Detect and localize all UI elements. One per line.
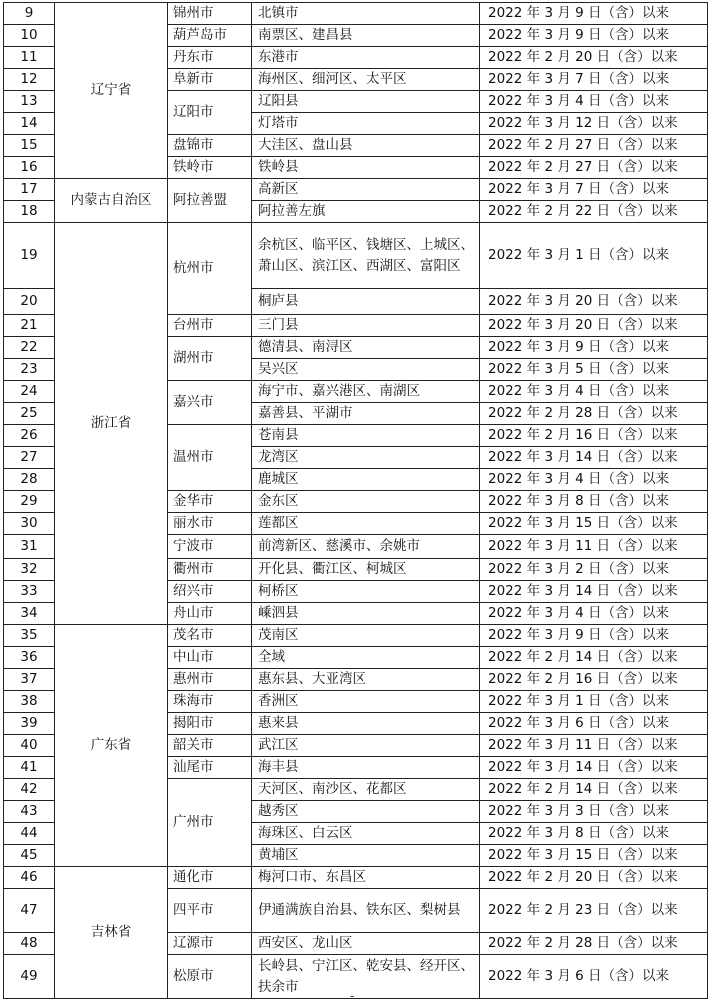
district-cell: 三门县: [252, 315, 480, 337]
row-number: 24: [4, 381, 55, 403]
district-cell: 全域: [252, 647, 480, 669]
date-cell: 2022 年 2 月 20 日（含）以来: [480, 867, 708, 889]
province-cell: 辽宁省: [55, 3, 168, 179]
row-number: 35: [4, 625, 55, 647]
district-cell: 鹿城区: [252, 469, 480, 491]
city-cell: 通化市: [168, 867, 252, 889]
date-cell: 2022 年 3 月 12 日（含）以来: [480, 113, 708, 135]
date-cell: 2022 年 3 月 8 日（含）以来: [480, 823, 708, 845]
district-cell: 越秀区: [252, 801, 480, 823]
date-cell: 2022 年 3 月 14 日（含）以来: [480, 581, 708, 603]
city-cell: 茂名市: [168, 625, 252, 647]
city-cell: 阜新市: [168, 69, 252, 91]
row-number: 25: [4, 403, 55, 425]
province-cell: 广东省: [55, 625, 168, 867]
date-cell: 2022 年 2 月 27 日（含）以来: [480, 157, 708, 179]
city-cell: 绍兴市: [168, 581, 252, 603]
district-cell: 海珠区、白云区: [252, 823, 480, 845]
city-cell: 湖州市: [168, 337, 252, 381]
date-cell: 2022 年 3 月 4 日（含）以来: [480, 91, 708, 113]
district-cell: 德清县、南浔区: [252, 337, 480, 359]
city-cell: 宁波市: [168, 535, 252, 559]
district-cell: 莲都区: [252, 513, 480, 535]
row-number: 21: [4, 315, 55, 337]
city-cell: 锦州市: [168, 3, 252, 25]
district-cell: 武江区: [252, 735, 480, 757]
province-cell: 内蒙古自治区: [55, 179, 168, 223]
district-cell: 嵊泗县: [252, 603, 480, 625]
row-number: 19: [4, 223, 55, 289]
district-cell: 高新区: [252, 179, 480, 201]
district-cell: 香洲区: [252, 691, 480, 713]
city-cell: 四平市: [168, 889, 252, 933]
city-cell: 盘锦市: [168, 135, 252, 157]
city-cell: 汕尾市: [168, 757, 252, 779]
province-cell: 吉林省: [55, 867, 168, 999]
date-cell: 2022 年 3 月 9 日（含）以来: [480, 25, 708, 47]
row-number: 49: [4, 955, 55, 999]
city-cell: 衢州市: [168, 559, 252, 581]
row-number: 13: [4, 91, 55, 113]
row-number: 10: [4, 25, 55, 47]
date-cell: 2022 年 3 月 9 日（含）以来: [480, 3, 708, 25]
city-cell: 辽源市: [168, 933, 252, 955]
district-cell: 天河区、南沙区、花都区: [252, 779, 480, 801]
row-number: 31: [4, 535, 55, 559]
province-cell: 浙江省: [55, 223, 168, 625]
row-number: 39: [4, 713, 55, 735]
city-cell: 辽阳市: [168, 91, 252, 135]
table-row: [4, 179, 708, 201]
district-cell: 吴兴区: [252, 359, 480, 381]
district-cell: 龙湾区: [252, 447, 480, 469]
row-number: 27: [4, 447, 55, 469]
district-cell: 南票区、建昌县: [252, 25, 480, 47]
date-cell: 2022 年 3 月 4 日（含）以来: [480, 381, 708, 403]
date-cell: 2022 年 2 月 20 日（含）以来: [480, 47, 708, 69]
district-cell: 灯塔市: [252, 113, 480, 135]
row-number: 28: [4, 469, 55, 491]
city-cell: 惠州市: [168, 669, 252, 691]
row-number: 26: [4, 425, 55, 447]
district-cell: 海州区、细河区、太平区: [252, 69, 480, 91]
date-cell: 2022 年 2 月 28 日（含）以来: [480, 403, 708, 425]
district-cell: 海宁市、嘉兴港区、南湖区: [252, 381, 480, 403]
row-number: 42: [4, 779, 55, 801]
date-cell: 2022 年 3 月 2 日（含）以来: [480, 559, 708, 581]
city-cell: 丽水市: [168, 513, 252, 535]
district-cell: 余杭区、临平区、钱塘区、上城区、萧山区、滨江区、西湖区、富阳区: [252, 223, 480, 289]
district-cell: 海丰县: [252, 757, 480, 779]
row-number: 23: [4, 359, 55, 381]
row-number: 46: [4, 867, 55, 889]
district-cell: 惠东县、大亚湾区: [252, 669, 480, 691]
table-row: [4, 867, 708, 889]
district-cell: 茂南区: [252, 625, 480, 647]
row-number: 16: [4, 157, 55, 179]
date-cell: 2022 年 2 月 16 日（含）以来: [480, 669, 708, 691]
date-cell: 2022 年 3 月 8 日（含）以来: [480, 491, 708, 513]
date-cell: 2022 年 3 月 4 日（含）以来: [480, 469, 708, 491]
date-cell: 2022 年 3 月 14 日（含）以来: [480, 447, 708, 469]
date-cell: 2022 年 3 月 20 日（含）以来: [480, 289, 708, 315]
district-cell: 惠来县: [252, 713, 480, 735]
date-cell: 2022 年 3 月 5 日（含）以来: [480, 359, 708, 381]
row-number: 41: [4, 757, 55, 779]
district-cell: 嘉善县、平湖市: [252, 403, 480, 425]
city-cell: 韶关市: [168, 735, 252, 757]
date-cell: 2022 年 3 月 15 日（含）以来: [480, 513, 708, 535]
date-cell: 2022 年 3 月 9 日（含）以来: [480, 337, 708, 359]
district-cell: 梅河口市、东昌区: [252, 867, 480, 889]
city-cell: 揭阳市: [168, 713, 252, 735]
row-number: 15: [4, 135, 55, 157]
row-number: 44: [4, 823, 55, 845]
row-number: 20: [4, 289, 55, 315]
date-cell: 2022 年 3 月 20 日（含）以来: [480, 315, 708, 337]
city-cell: 松原市: [168, 955, 252, 999]
date-cell: 2022 年 2 月 27 日（含）以来: [480, 135, 708, 157]
date-cell: 2022 年 3 月 9 日（含）以来: [480, 625, 708, 647]
date-cell: 2022 年 2 月 14 日（含）以来: [480, 647, 708, 669]
date-cell: 2022 年 3 月 14 日（含）以来: [480, 757, 708, 779]
district-cell: 铁岭县: [252, 157, 480, 179]
date-cell: 2022 年 2 月 14 日（含）以来: [480, 779, 708, 801]
row-number: 48: [4, 933, 55, 955]
row-number: 38: [4, 691, 55, 713]
district-cell: 伊通满族自治县、铁东区、梨树县: [252, 889, 480, 933]
date-cell: 2022 年 2 月 23 日（含）以来: [480, 889, 708, 933]
row-number: 18: [4, 201, 55, 223]
date-cell: 2022 年 2 月 16 日（含）以来: [480, 425, 708, 447]
date-cell: 2022 年 2 月 28 日（含）以来: [480, 933, 708, 955]
risk-area-table: [3, 2, 708, 999]
district-cell: 西安区、龙山区: [252, 933, 480, 955]
city-cell: 嘉兴市: [168, 381, 252, 425]
table-row: [4, 625, 708, 647]
district-cell: 大洼区、盘山县: [252, 135, 480, 157]
district-cell: 长岭县、宁江区、乾安县、经开区、扶余市: [252, 955, 480, 999]
district-cell: 黄埔区: [252, 845, 480, 867]
row-number: 29: [4, 491, 55, 513]
page-number-mark: -: [350, 989, 355, 1003]
district-cell: 苍南县: [252, 425, 480, 447]
row-number: 40: [4, 735, 55, 757]
date-cell: 2022 年 3 月 11 日（含）以来: [480, 535, 708, 559]
row-number: 43: [4, 801, 55, 823]
district-cell: 桐庐县: [252, 289, 480, 315]
city-cell: 舟山市: [168, 603, 252, 625]
row-number: 14: [4, 113, 55, 135]
row-number: 32: [4, 559, 55, 581]
table-row: [4, 3, 708, 25]
row-number: 22: [4, 337, 55, 359]
district-cell: 东港市: [252, 47, 480, 69]
city-cell: 杭州市: [168, 223, 252, 315]
date-cell: 2022 年 3 月 7 日（含）以来: [480, 69, 708, 91]
row-number: 9: [4, 3, 55, 25]
date-cell: 2022 年 3 月 3 日（含）以来: [480, 801, 708, 823]
district-cell: 阿拉善左旗: [252, 201, 480, 223]
row-number: 17: [4, 179, 55, 201]
district-cell: 开化县、衢江区、柯城区: [252, 559, 480, 581]
row-number: 30: [4, 513, 55, 535]
date-cell: 2022 年 3 月 4 日（含）以来: [480, 603, 708, 625]
city-cell: 金华市: [168, 491, 252, 513]
row-number: 33: [4, 581, 55, 603]
row-number: 37: [4, 669, 55, 691]
city-cell: 广州市: [168, 779, 252, 867]
date-cell: 2022 年 3 月 6 日（含）以来: [480, 955, 708, 999]
date-cell: 2022 年 2 月 22 日（含）以来: [480, 201, 708, 223]
table-row: [4, 223, 708, 289]
row-number: 12: [4, 69, 55, 91]
city-cell: 台州市: [168, 315, 252, 337]
date-cell: 2022 年 3 月 15 日（含）以来: [480, 845, 708, 867]
row-number: 34: [4, 603, 55, 625]
city-cell: 温州市: [168, 425, 252, 491]
city-cell: 阿拉善盟: [168, 179, 252, 223]
city-cell: 中山市: [168, 647, 252, 669]
city-cell: 葫芦岛市: [168, 25, 252, 47]
date-cell: 2022 年 3 月 1 日（含）以来: [480, 223, 708, 289]
district-cell: 辽阳县: [252, 91, 480, 113]
row-number: 47: [4, 889, 55, 933]
district-cell: 前湾新区、慈溪市、余姚市: [252, 535, 480, 559]
date-cell: 2022 年 3 月 11 日（含）以来: [480, 735, 708, 757]
city-cell: 铁岭市: [168, 157, 252, 179]
city-cell: 珠海市: [168, 691, 252, 713]
district-cell: 北镇市: [252, 3, 480, 25]
district-cell: 金东区: [252, 491, 480, 513]
district-cell: 柯桥区: [252, 581, 480, 603]
row-number: 45: [4, 845, 55, 867]
date-cell: 2022 年 3 月 1 日（含）以来: [480, 691, 708, 713]
date-cell: 2022 年 3 月 7 日（含）以来: [480, 179, 708, 201]
row-number: 36: [4, 647, 55, 669]
date-cell: 2022 年 3 月 6 日（含）以来: [480, 713, 708, 735]
city-cell: 丹东市: [168, 47, 252, 69]
row-number: 11: [4, 47, 55, 69]
